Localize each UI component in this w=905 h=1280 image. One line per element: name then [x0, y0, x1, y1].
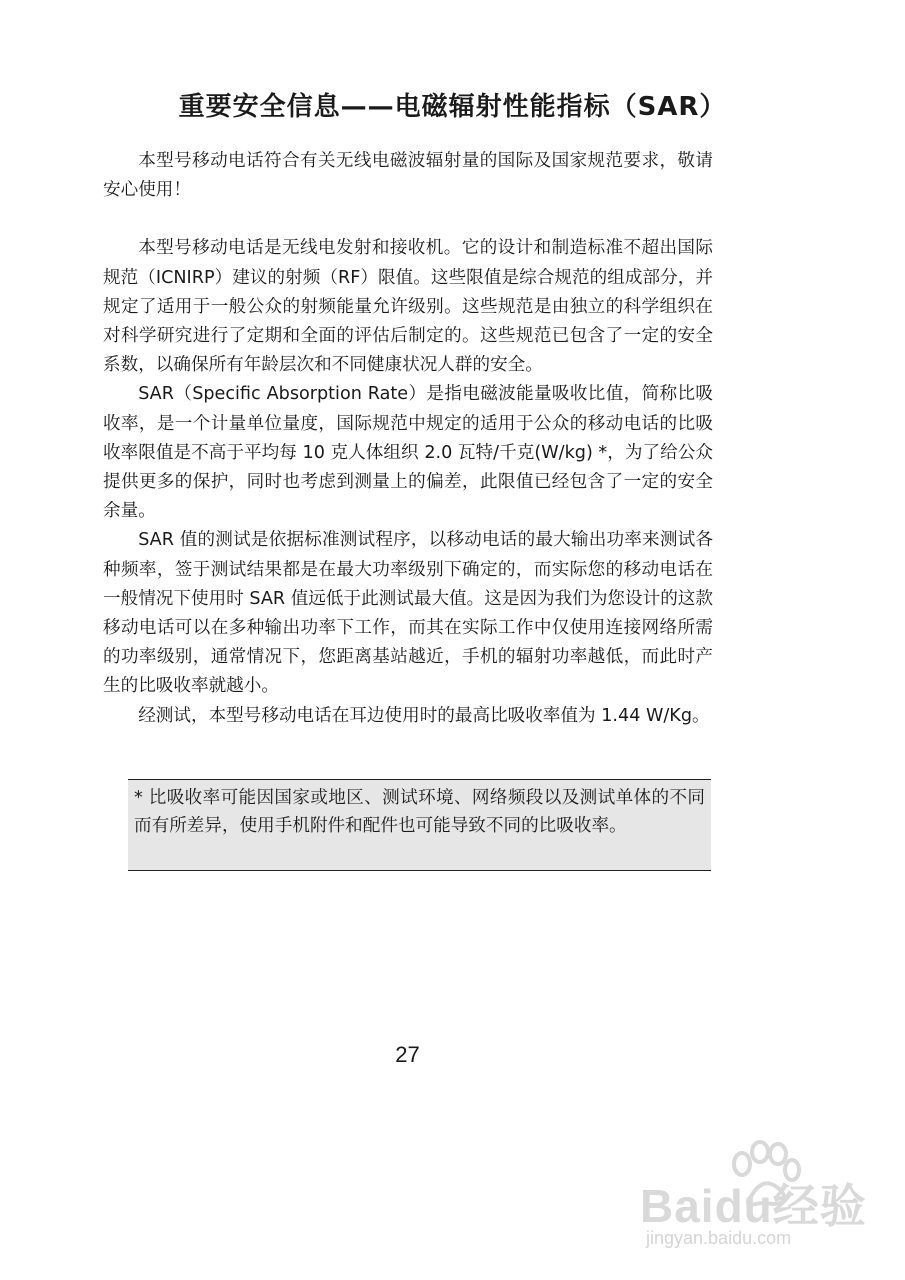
paragraph-sar-testing: SAR 值的测试是依据标准测试程序，以移动电话的最大输出功率来测试各种频率，签于测试结果都是在最大功率级别下确定的，而实际您的移动电话在一般情况下使用时 SAR 值远低于此测试最大值。这是因为我们为您设计的这款移动电话可以在多种输出功率下工作，而其在实际工作中仅使用连接网络所需的功率级别，通常情况下，您距离基站越近，手机的辐射功率越低，而此时产生的比吸收率就越小。	[103, 530, 713, 697]
baidu-watermark	[640, 1140, 870, 1270]
paragraph-sar-result: 经测试，本型号移动电话在耳边使用时的最高比吸收率值为 1.44 W/Kg。	[138, 705, 710, 726]
intro-paragraph: 本型号移动电话符合有关无线电磁波辐射量的国际及国家规范要求，敬请安心使用！	[103, 151, 713, 201]
body-text	[103, 147, 713, 731]
paragraph-sar-definition: SAR（Specific Absorption Rate）是指电磁波能量吸收比值，简称比吸收率，是一个计量单位量度，国际规范中规定的适用于公众的移动电话的比吸收率限值是不高于平均每 10 克人体组织 2.0 瓦特/千克(W/kg) *，为了给公众提供更多的保护，同时也考虑到测量上的偏差，此限值已经包含了一定的安全余量。	[103, 384, 713, 522]
page-number: 27	[395, 1042, 420, 1067]
watermark-url: jingyan.baidu.com	[646, 1228, 792, 1248]
page-title: 重要安全信息——电磁辐射性能指标（SAR）	[178, 92, 727, 122]
watermark-logo: Baidu经验	[640, 1180, 867, 1232]
paragraph-rf: 本型号移动电话是无线电发射和接收机。它的设计和制造标准不超出国际规范（ICNIRP）建议的射频（RF）限值。这些限值是综合规范的组成部分，并规定了适用于一般公众的射频能量允许级别。这些规范是由独立的科学组织在对科学研究进行了定期和全面的评估后制定的。这些规范已包含了一定的安全系数，以确保所有年龄层次和不同健康状况人群的安全。	[103, 238, 713, 376]
footnote-box: * 比吸收率可能因国家或地区、测试环境、网络频段以及测试单体的不同而有所差异，使用手机附件和配件也可能导致不同的比吸收率。	[128, 779, 711, 871]
